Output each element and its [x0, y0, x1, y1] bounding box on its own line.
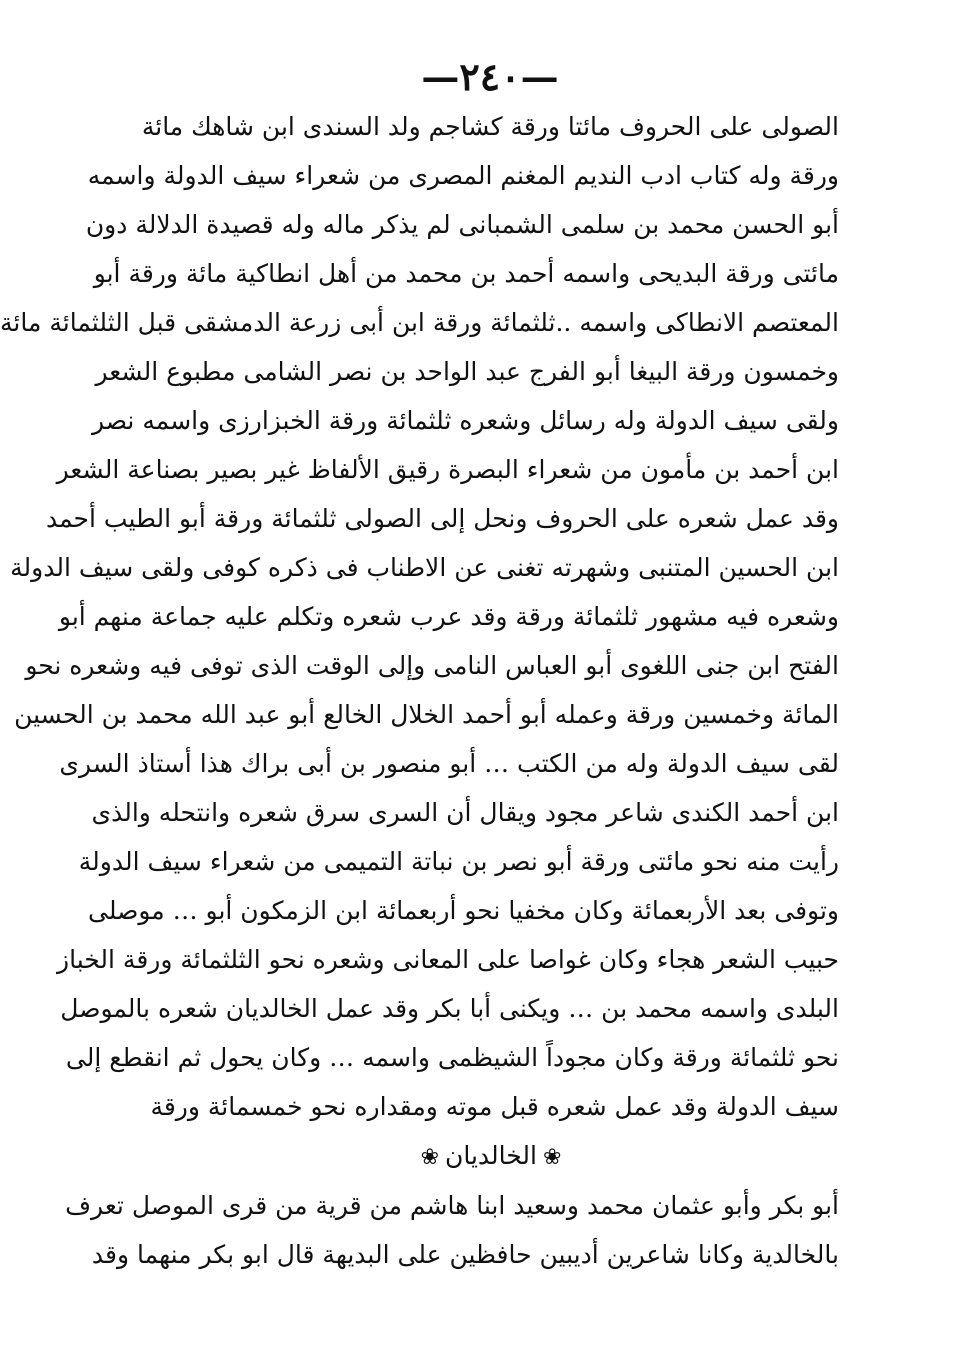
text-line: مائتى ورقة البديحى واسمه أحمد بن محمد من أهل انطاكية مائة ورقة أبو — [93, 259, 839, 288]
text-line: سيف الدولة وقد عمل شعره قبل موته ومقداره نحو خمسمائة ورقة — [150, 1092, 839, 1121]
text-line: الصولى على الحروف مائتا ورقة كشاجم ولد السندى ابن شاهك مائة — [141, 112, 839, 141]
text-line: رأيت منه نحو مائتى ورقة أبو نصر بن نباتة التميمى من شعراء سيف الدولة — [78, 847, 839, 876]
text-line: البلدى واسمه محمد بن … ويكنى أبا بكر وقد عمل الخالديان شعره بالموصل — [60, 994, 839, 1023]
text-line: ابن أحمد الكندى شاعر مجود ويقال أن السرى سرق شعره وانتحله والذى — [91, 798, 839, 827]
page-number: —٢٤٠— — [421, 54, 559, 99]
text-line: أبو الحسن محمد بن سلمى الشمبانى لم يذكر ماله وله قصيدة الدلالة دون — [85, 210, 839, 239]
flower-ornament-icon: ❀ — [543, 1145, 562, 1170]
text-line: لقى سيف الدولة وله من الكتب … أبو منصور بن أبى براك هذا أستاذ السرى — [59, 749, 839, 778]
text-line: المائة وخمسين ورقة وعمله أبو أحمد الخلال الخالع أبو عبد الله محمد بن الحسين — [14, 700, 839, 729]
flower-ornament-icon: ❀ — [420, 1145, 439, 1170]
text-line: حبيب الشعر هجاء وكان غواصا على المعانى وشعره نحو الثلثمائة ورقة الخباز — [57, 945, 839, 974]
text-line: ولقى سيف الدولة وله رسائل وشعره ثلثمائة ورقة الخبزارزى واسمه نصر — [91, 406, 839, 435]
text-line: وخمسون ورقة البيغا أبو الفرج عبد الواحد بن نصر الشامى مطبوع الشعر — [95, 357, 839, 386]
text-body — [0, 102, 839, 1279]
text-line: نحو ثلثمائة ورقة وكان مجوداً الشيظمى واسمه … وكان يحول ثم انقطع إلى — [65, 1043, 839, 1072]
text-line: ابن أحمد بن مأمون من شعراء البصرة رقيق الألفاظ غير بصير بصناعة الشعر — [56, 455, 839, 484]
text-line: بالخالدية وكانا شاعرين أديبين حافظين على البديهة قال ابو بكر منهما وقد — [91, 1240, 839, 1269]
text-line: وشعره فيه مشهور ثلثمائة ورقة وقد عرب شعره وتكلم عليه جماعة منهم أبو — [58, 602, 839, 631]
section-heading-title: الخالديان — [445, 1141, 537, 1170]
section-heading — [143, 1131, 839, 1181]
text-line: وتوفى بعد الأربعمائة وكان مخفيا نحو أربعمائة ابن الزمكون أبو … موصلى — [87, 896, 839, 925]
text-line: وقد عمل شعره على الحروف ونحل إلى الصولى ثلثمائة ورقة أبو الطيب أحمد — [45, 504, 839, 533]
text-line: الفتح ابن جنى اللغوى أبو العباس النامى وإلى الوقت الذى توفى فيه وشعره نحو — [25, 651, 839, 680]
text-line: أبو بكر وأبو عثمان محمد وسعيد ابنا هاشم من قرية من قرى الموصل تعرف — [65, 1191, 839, 1220]
text-line: ورقة وله كتاب ادب النديم المغنم المصرى من شعراء سيف الدولة واسمه — [87, 161, 839, 190]
text-line: المعتصم الانطاكى واسمه ..ثلثمائة ورقة ابن أبى زرعة الدمشقى قبل الثلثمائة مائة — [0, 308, 839, 337]
text-line: ابن الحسين المتنبى وشهرته تغنى عن الاطناب فى ذكره كوفى ولقى سيف الدولة — [10, 553, 839, 582]
